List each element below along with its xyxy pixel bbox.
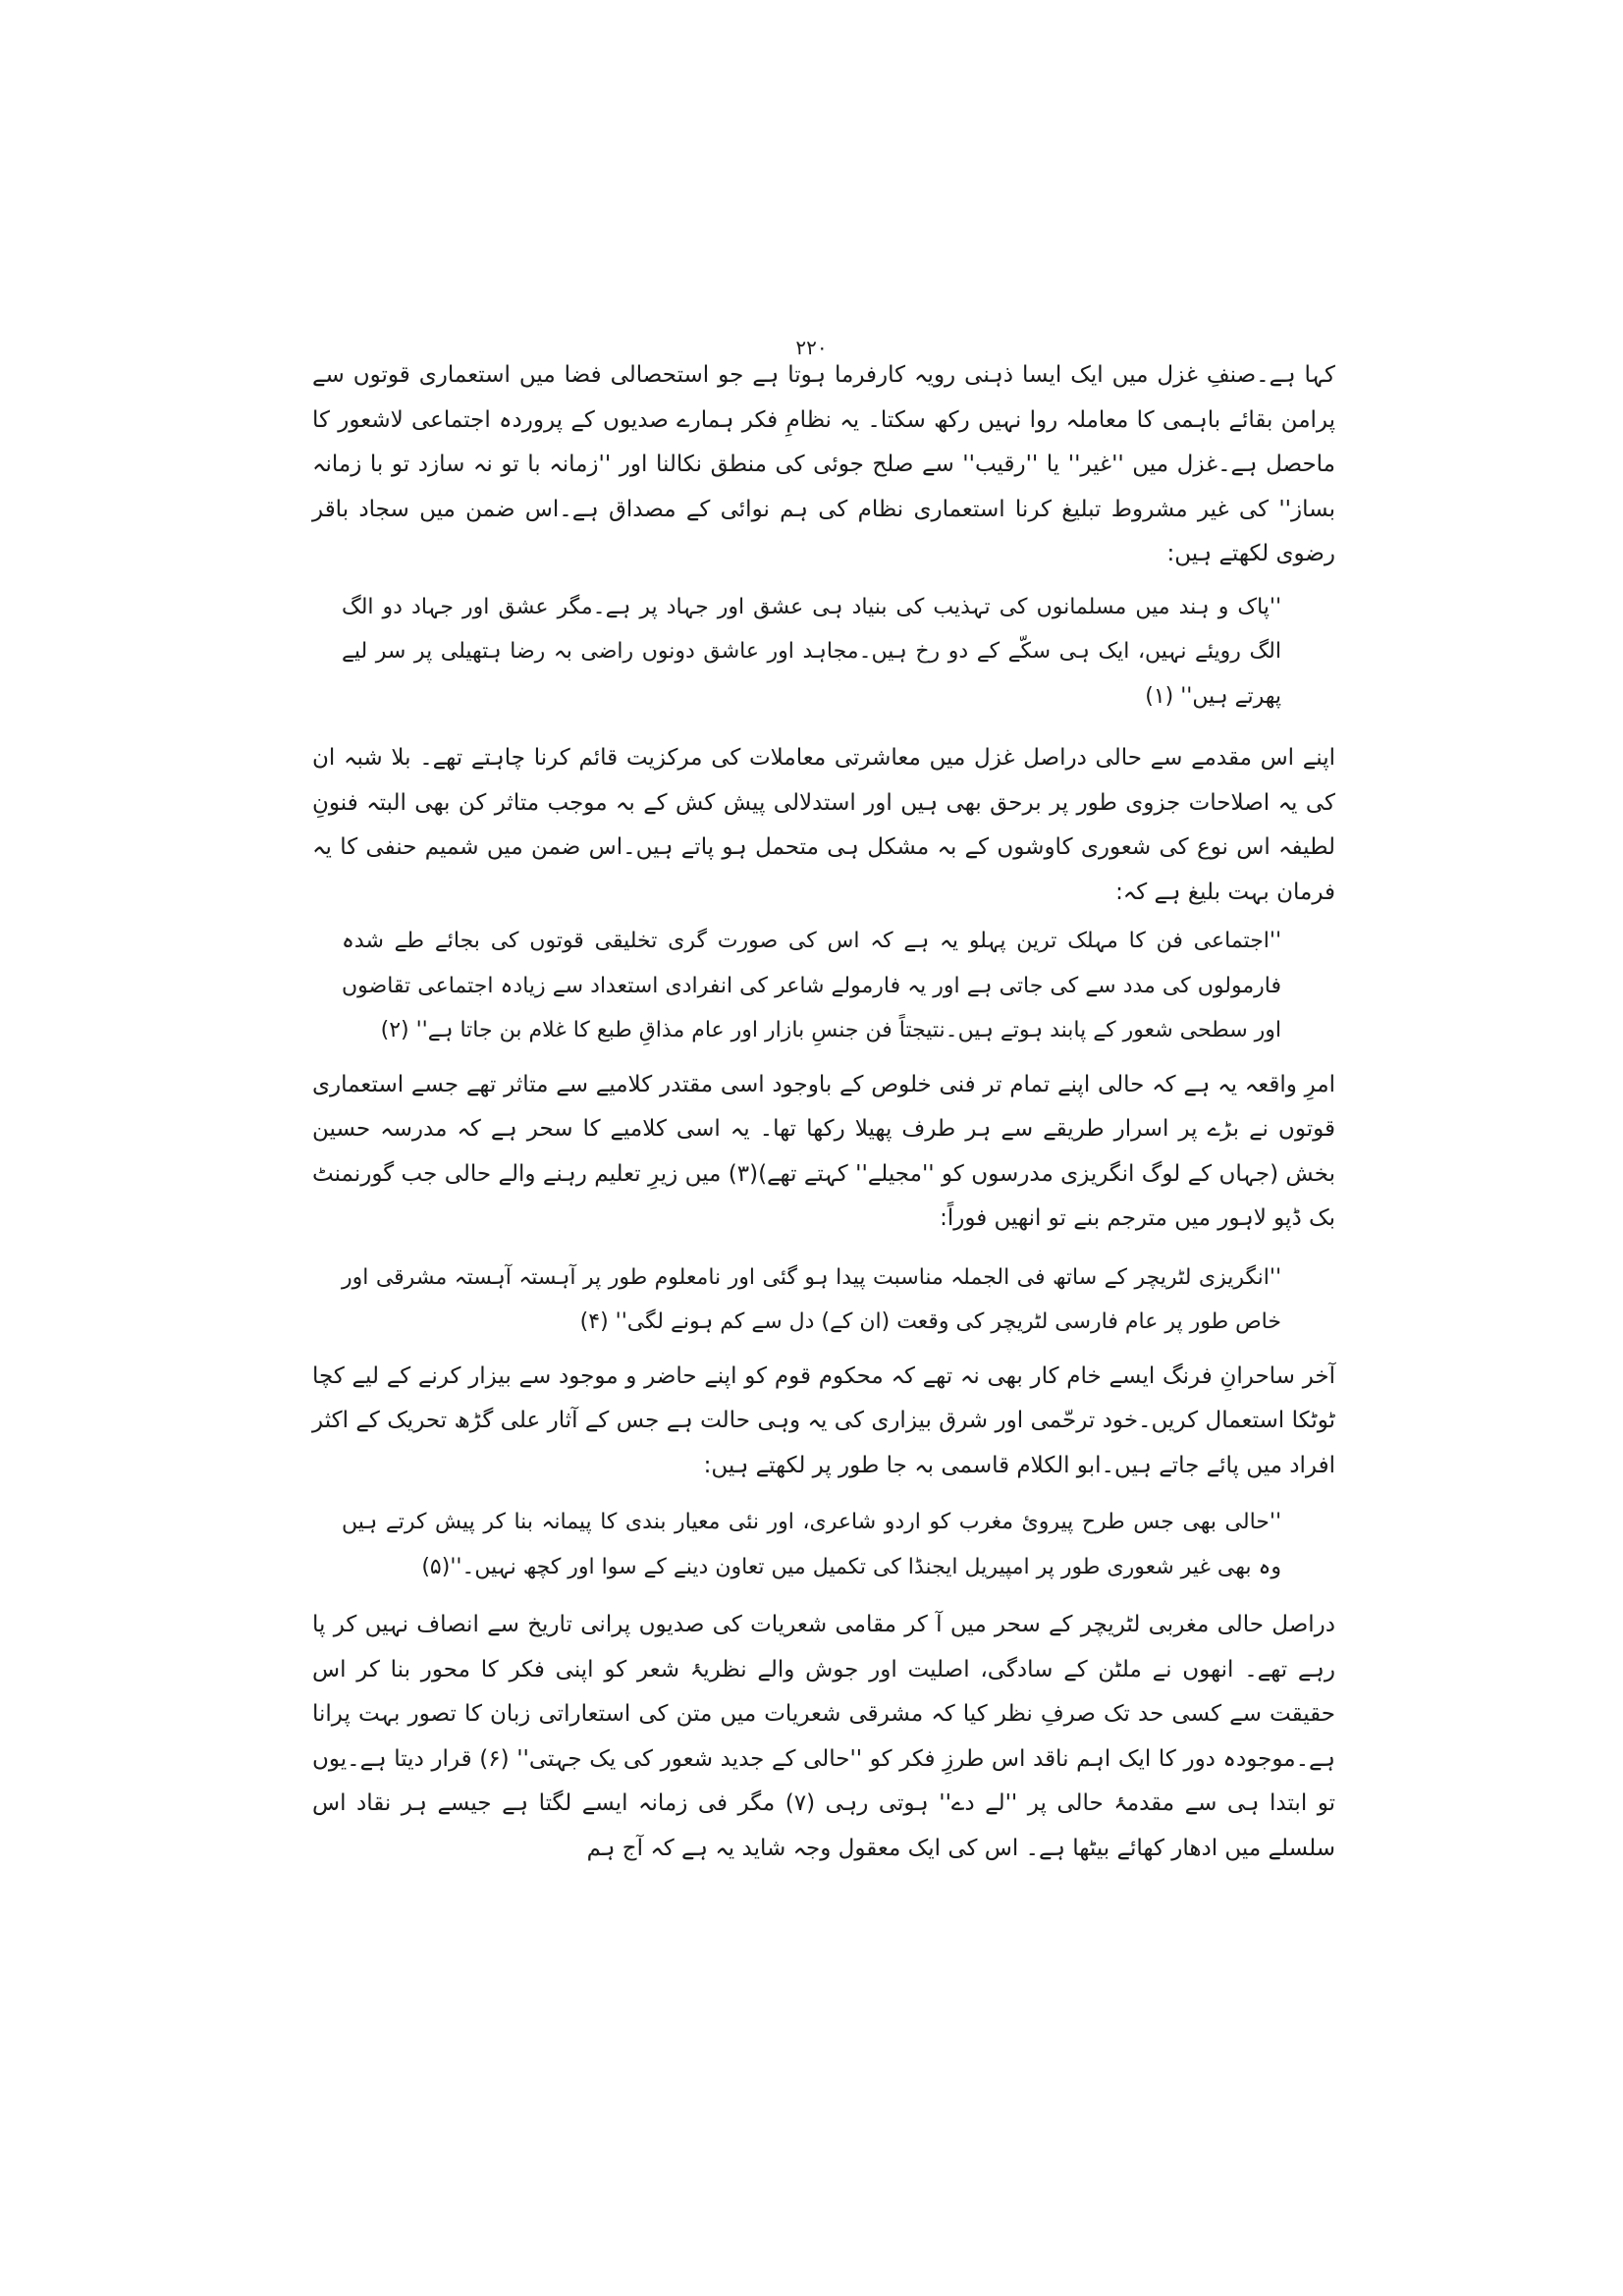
block-quote-2: ''اجتماعی فن کا مہلک ترین پہلو یہ ہے کہ اس کی صورت گری تخلیقی قوتوں کی بجائے طے شدہ فارمولوں کی مدد سے کی جاتی ہے اور یہ فارمولے شاعر کی انفرادی استعداد سے زیادہ اجتماعی تقاضوں اور سطحی شعور کے پابند ہوتے ہیں۔نتیجتاً فن جنسِ بازار اور عام مذاقِ طبع کا غلام بن جاتا ہے'' (۲) bbox=[342, 929, 1281, 1042]
paragraph-2: اپنے اس مقدمے سے حالی دراصل غزل میں معاشرتی معاملات کی مرکزیت قائم کرنا چاہتے تھے۔ بلا شبہ ان کی یہ اصلاحات جزوی طور پر برحق بھی ہیں اور استدلالی پیش کش کے بہ موجب متاثر کن بھی البتہ فنونِ لطیفہ اس نوع کی شعوری کاوشوں کے بہ مشکل ہی متحمل ہو پاتے ہیں۔اس ضمن میں شمیم حنفی کا یہ فرمان بہت بلیغ ہے کہ: bbox=[312, 745, 1335, 905]
paragraph-5: دراصل حالی مغربی لٹریچر کے سحر میں آ کر مقامی شعریات کی صدیوں پرانی تاریخ سے انصاف نہیں کر پا رہے تھے۔ انھوں نے ملٹن کے سادگی، اصلیت اور جوش والے نظریۂ شعر کو اپنی فکر کا محور بنا کر اس حقیقت سے کسی حد تک صرفِ نظر کیا کہ مشرقی شعریات میں متن کی استعاراتی زبان کا تصور بہت پرانا ہے۔موجودہ دور کا ایک اہم ناقد اس طرزِ فکر کو ''حالی کے جدید شعور کی یک جہتی'' (۶) قرار دیتا ہے۔یوں تو ابتدا ہی سے مقدمۂ حالی پر ''لے دے'' ہوتی رہی (۷) مگر فی زمانہ ایسے لگتا ہے جیسے ہر نقاد اس سلسلے میں ادھار کھائے بیٹھا ہے۔ اس کی ایک معقول وجہ شاید یہ ہے کہ آج ہم bbox=[312, 1612, 1336, 1861]
block-quote-3: ''انگریزی لٹریچر کے ساتھ فی الجملہ مناسبت پیدا ہو گئی اور نامعلوم طور پر آہستہ آہستہ مشرقی اور خاص طور پر عام فارسی لٹریچر کی وقعت (ان کے) دل سے کم ہونے لگی'' (۴) bbox=[342, 1264, 1281, 1334]
page-number: ۲۲۰ bbox=[795, 336, 828, 359]
page-body bbox=[312, 324, 1335, 1871]
block-quote-4: ''حالی بھی جس طرح پیرویٔ مغرب کو اردو شاعری، اور نئی معیار بندی کا پیمانہ بنا کر پیش کرتے ہیں وہ بھی غیر شعوری طور پر امپیریل ایجنڈا کی تکمیل میں تعاون دینے کے سوا اور کچھ نہیں۔''(۵) bbox=[342, 1510, 1281, 1579]
paragraph-4: آخر ساحرانِ فرنگ ایسے خام کار بھی نہ تھے کہ محکوم قوم کو اپنے حاضر و موجود سے بیزار کرنے کے لیے کچا ٹوٹکا استعمال کریں۔خود ترحّمی اور شرق بیزاری کی یہ وہی حالت ہے جس کے آثار علی گڑھ تحریک کے اکثر افراد میں پائے جاتے ہیں۔ابو الکلام قاسمی بہ جا طور پر لکھتے ہیں: bbox=[312, 1362, 1335, 1478]
paragraph-1: کہا ہے۔صنفِ غزل میں ایک ایسا ذہنی رویہ کارفرما ہوتا ہے جو استحصالی فضا میں استعماری قوتوں سے پرامن بقائے باہمی کا معاملہ روا نہیں رکھ سکتا۔ یہ نظامِ فکر ہمارے صدیوں کے پروردہ اجتماعی لاشعور کا ماحصل ہے۔غزل میں ''غیر'' یا ''رقیب'' سے صلح جوئی کی منطق نکالنا اور ''زمانہ با تو نہ سازد تو با زمانہ بساز'' کی غیر مشروط تبلیغ کرنا استعماری نظام کی ہم نوائی کے مصداق ہے۔اس ضمن میں سجاد باقر رضوی لکھتے ہیں: bbox=[312, 362, 1335, 566]
paragraph-3: امرِ واقعہ یہ ہے کہ حالی اپنے تمام تر فنی خلوص کے باوجود اسی مقتدر کلامیے سے متاثر تھے جسے استعماری قوتوں نے بڑے پر اسرار طریقے سے ہر طرف پھیلا رکھا تھا۔ یہ اسی کلامیے کا سحر ہے کہ مدرسہ حسین بخش (جہاں کے لوگ انگریزی مدرسوں کو ''مجیلے'' کہتے تھے)(۳) میں زیرِ تعلیم رہنے والے حالی جب گورنمنٹ بک ڈپو لاہور میں مترجم بنے تو انھیں فوراً: bbox=[312, 1071, 1336, 1231]
block-quote-1: ''پاک و ہند میں مسلمانوں کی تہذیب کی بنیاد ہی عشق اور جہاد پر ہے۔مگر عشق اور جہاد دو الگ الگ رویئے نہیں، ایک ہی سکّے کے دو رخ ہیں۔مجاہد اور عاشق دونوں راضی بہ رضا ہتھیلی پر سر لیے پھرتے ہیں'' (۱) bbox=[342, 594, 1281, 709]
